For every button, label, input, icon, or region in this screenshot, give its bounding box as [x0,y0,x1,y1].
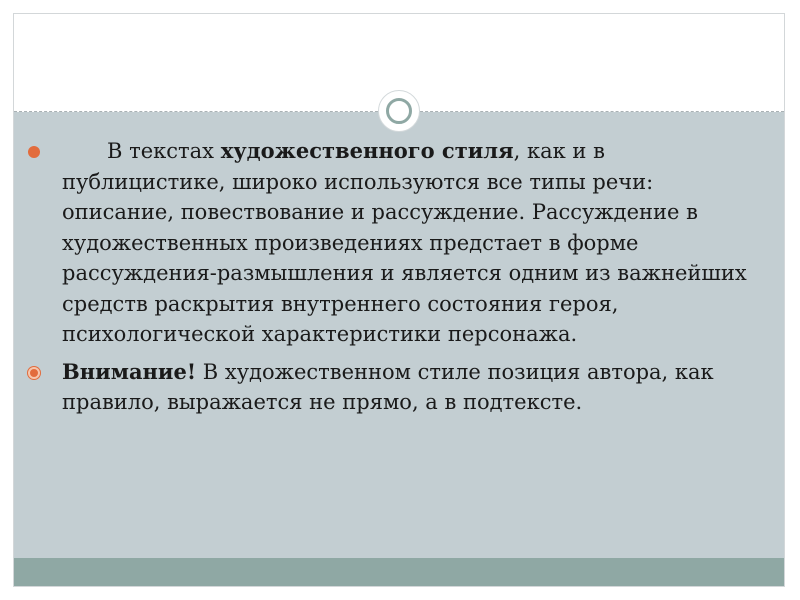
bullet-item-2 [26,357,766,418]
bullet-1-text-after: , как и в публицистике, широко используются все типы речи: описание, повествование и рассуждение. Рассуждение в художественных произведениях предстает в форме рассуждения-размышления и является одним из важнейших средств раскрытия внутреннего состояния героя, психологической характеристики персонажа. [62,139,747,346]
circle-bullet-icon [28,146,40,158]
bullet-item-1 [26,136,766,350]
bullet-list [26,136,766,425]
bullet-1-text-before: В текстах [107,139,221,163]
divider-ring-icon [378,90,420,132]
bullet-1-bold-term: художественного стиля [220,138,514,163]
circle-bullet-icon [28,367,40,379]
bullet-2-text-after: В художественном стиле позиция автора, как правило, выражается не прямо, а в подтексте. [62,359,714,414]
bullet-2-bold-term: Внимание! [62,358,197,384]
ring-icon [386,98,412,124]
